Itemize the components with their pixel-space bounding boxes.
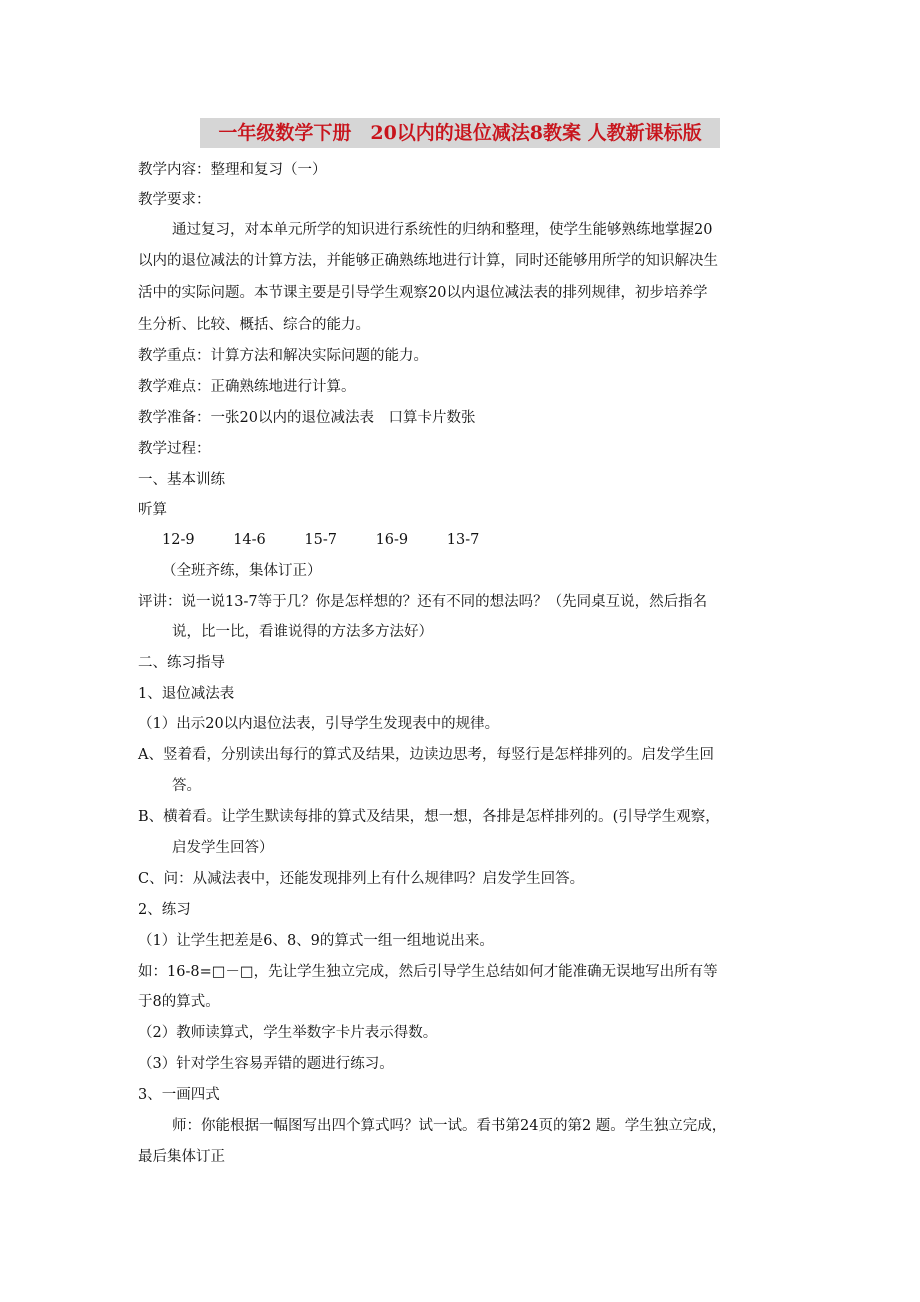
teacher-line: 师：你能根据一幅图写出四个算式吗？试一试。看书第24页的第2 题。学生独立完成， bbox=[172, 1118, 727, 1134]
item-heading: 1、退位减法表 bbox=[138, 686, 235, 702]
requirements-paragraph-line: 通过复习，对本单元所学的知识进行系统性的归纳和整理，使学生能够熟练地掌握20 bbox=[172, 222, 713, 238]
calc-item: 13-7 bbox=[446, 532, 480, 548]
calc-item: 15-7 bbox=[304, 532, 337, 548]
teaching-process-label: 教学过程： bbox=[138, 441, 211, 457]
example-line: 于8的算式。 bbox=[138, 994, 220, 1010]
calc-item: 16-9 bbox=[375, 532, 409, 548]
requirements-paragraph-line: 活中的实际问题。本节课主要是引导学生观察20以内退位减法表的排列规律，初步培养学 bbox=[138, 285, 708, 301]
calculation-row bbox=[162, 530, 479, 550]
section-heading: 二、练习指导 bbox=[138, 655, 225, 671]
requirements-label: 教学要求： bbox=[138, 192, 211, 208]
requirements-paragraph-line: 生分析、比较、概括、综合的能力。 bbox=[138, 317, 370, 333]
item-heading: 3、一画四式 bbox=[138, 1087, 220, 1103]
teaching-focus: 教学重点：计算方法和解决实际问题的能力。 bbox=[138, 348, 428, 364]
section-heading: 一、基本训练 bbox=[138, 472, 225, 488]
item-line: （1）让学生把差是6、8、9的算式一组一组地说出来。 bbox=[138, 933, 494, 949]
teacher-line: 最后集体订正 bbox=[138, 1149, 225, 1165]
calc-item: 14-6 bbox=[233, 532, 266, 548]
practice-note: （全班齐练，集体订正） bbox=[162, 563, 322, 579]
example-line: 如：16-8=□－□，先让学生独立完成，然后引导学生总结如何才能准确无误地写出所有等 bbox=[138, 964, 718, 980]
document-title: 一年级数学下册 20以内的退位减法8教案 人教新课标版 bbox=[200, 118, 720, 148]
teaching-content: 教学内容：整理和复习（一） bbox=[138, 162, 327, 178]
item-line: A、竖着看，分别读出每行的算式及结果，边读边思考，每竖行是怎样排列的。启发学生回 bbox=[138, 747, 714, 763]
item-line: （1）出示20以内退位法表，引导学生发现表中的规律。 bbox=[138, 716, 500, 732]
requirements-paragraph-line: 以内的退位减法的计算方法，并能够正确熟练地进行计算，同时还能够用所学的知识解决生 bbox=[138, 253, 718, 269]
item-line: （3）针对学生容易弄错的题进行练习。 bbox=[138, 1056, 394, 1072]
teaching-difficulty: 教学难点：正确熟练地进行计算。 bbox=[138, 379, 356, 395]
item-line: （2）教师读算式，学生举数字卡片表示得数。 bbox=[138, 1025, 438, 1041]
item-line: 答。 bbox=[172, 778, 201, 794]
listening-calc-label: 听算 bbox=[138, 502, 167, 518]
item-heading: 2、练习 bbox=[138, 902, 191, 918]
comment-line: 评讲：说一说13-7等于几？你是怎样想的？还有不同的想法吗？（先同桌互说，然后指名 bbox=[138, 594, 708, 610]
comment-line: 说，比一比，看谁说得的方法多方法好） bbox=[172, 624, 433, 640]
item-line: 启发学生回答） bbox=[172, 840, 274, 856]
calc-item: 12-9 bbox=[162, 532, 195, 548]
teaching-preparation: 教学准备：一张20以内的退位减法表 口算卡片数张 bbox=[138, 410, 476, 426]
item-line: C、问：从减法表中，还能发现排列上有什么规律吗？启发学生回答。 bbox=[138, 871, 585, 887]
item-line: B、横着看。让学生默读每排的算式及结果，想一想，各排是怎样排列的。(引导学生观察， bbox=[138, 809, 720, 825]
